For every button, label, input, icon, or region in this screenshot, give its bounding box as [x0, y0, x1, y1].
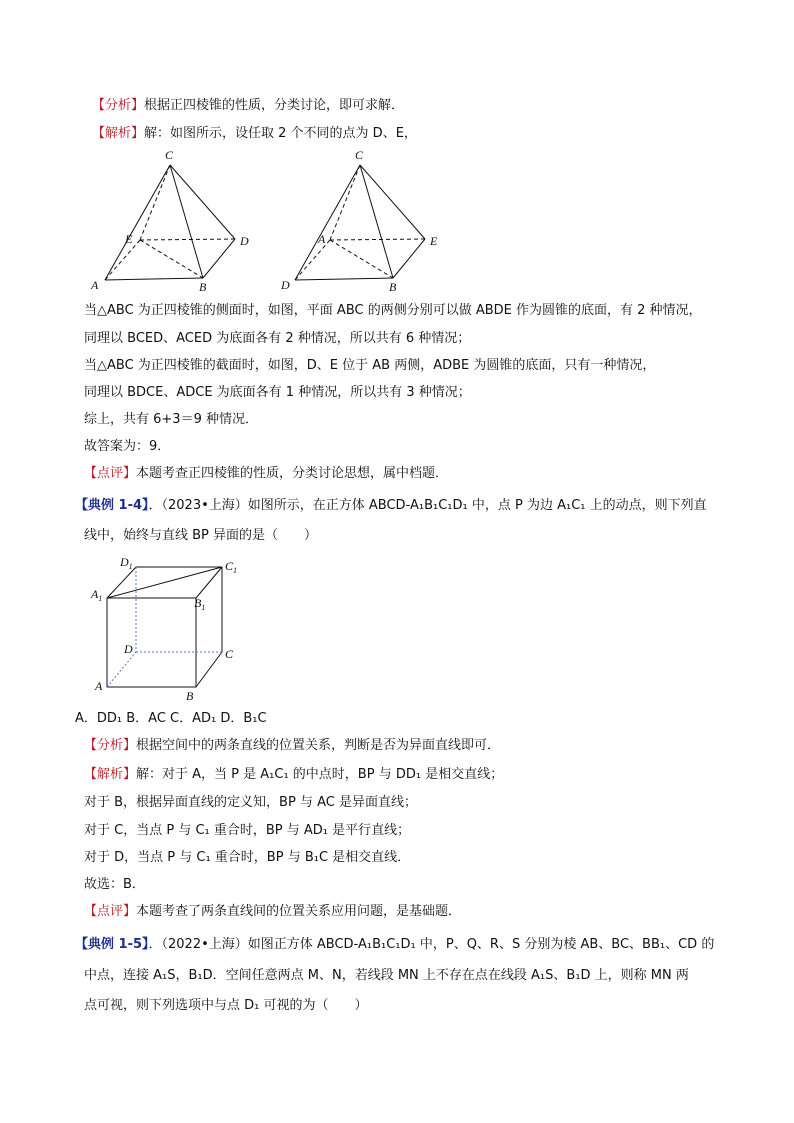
- solution-intro: 解：如图所示，设任取 2 个不同的点为 D、E，: [144, 126, 417, 141]
- analysis-tag: 【分析】: [92, 98, 145, 113]
- analysis-tag: 【分析】: [84, 738, 137, 753]
- paragraph-5: 综上，共有 6+3＝9 种情况．: [84, 412, 258, 427]
- analysis-text: 根据正四棱锥的性质，分类讨论，即可求解．: [144, 98, 405, 113]
- paragraph-2: 同理以 BCED、ACED 为底面各有 2 种情况，所以共有 6 种情况；: [84, 331, 471, 346]
- comment-text: 本题考查正四棱锥的性质，分类讨论思想，属中档题．: [136, 466, 449, 481]
- solution-step-2: 对于 B，根据异面直线的定义知，BP 与 AC 是异面直线；: [84, 795, 417, 810]
- example-1-5-q1: ．（2022•上海）如图正方体 ABCD-A₁B₁C₁D₁ 中，P、Q、R、S 分别为棱 AB、BC、BB₁、CD 的: [148, 937, 715, 952]
- label-c1: $C_1$: [225, 559, 238, 575]
- label-e: E: [125, 232, 133, 246]
- example-1-4-comment: [84, 903, 461, 921]
- label-d: D: [240, 234, 249, 248]
- example-1-4-tag: 【典例 1-4】: [75, 498, 149, 513]
- comment-tag: 【点评】: [84, 466, 137, 481]
- label-b: B: [389, 280, 397, 293]
- example-1-5-question-line-1: [75, 936, 714, 954]
- solution-tag: 【解析】: [92, 126, 145, 141]
- example-1-4-q2: 线中，始终与直线 BP 异面的是（ ）: [84, 528, 318, 543]
- label-b: B: [199, 280, 207, 293]
- example-1-4-question-line-1: [75, 497, 707, 515]
- label-d1: $D_1$: [120, 555, 133, 571]
- label-a: A: [318, 232, 326, 246]
- comment-tag: 【点评】: [84, 904, 137, 919]
- analysis-line: [92, 97, 404, 115]
- pyramid-figure-2: [275, 143, 455, 293]
- example-1-4-solution: [84, 766, 503, 784]
- label-b1: $B_1$: [194, 596, 206, 612]
- label-e: E: [430, 234, 438, 248]
- example-1-4-options: A．DD₁ B．AC C．AD₁ D．B₁C: [75, 711, 267, 726]
- solution-tag: 【解析】: [84, 767, 137, 782]
- solution-step-3: 对于 C，当点 P 与 C₁ 重合时，BP 与 AD₁ 是平行直线；: [84, 823, 411, 838]
- label-a: A: [95, 679, 103, 693]
- label-c: C: [225, 647, 234, 661]
- example-1-4-analysis: [84, 737, 500, 755]
- example-1-5-q2: 中点，连接 A₁S，B₁D．空间任意两点 M、N，若线段 MN 上不存在点在线段 A₁S、B₁D 上，则称 MN 两: [84, 968, 689, 983]
- solution-line: [92, 125, 417, 143]
- example-1-4-q1: ．（2023•上海）如图所示，在正方体 ABCD-A₁B₁C₁D₁ 中，点 P 为边 A₁C₁ 上的动点，则下列直: [148, 498, 707, 513]
- paragraph-6: 故答案为：9．: [84, 439, 171, 454]
- paragraph-3: 当△ABC 为正四棱锥的截面时，如图，D、E 位于 AB 两侧，ADBE 为圆锥的底面，只有一种情况，: [84, 358, 656, 373]
- paragraph-4: 同理以 BDCE、ADCE 为底面各有 1 种情况，所以共有 3 种情况；: [84, 385, 471, 400]
- solution-step-5: 故选：B．: [84, 877, 145, 892]
- label-a1: $A_1$: [91, 587, 103, 603]
- cube-figure: [88, 550, 248, 705]
- label-c: C: [355, 148, 364, 162]
- label-d: D: [281, 278, 290, 292]
- analysis-text: 根据空间中的两条直线的位置关系，判断是否为异面直线即可．: [136, 738, 501, 753]
- comment-line: [84, 465, 448, 483]
- label-b: B: [186, 689, 194, 703]
- solution-step-4: 对于 D，当点 P 与 C₁ 重合时，BP 与 B₁C 是相交直线．: [84, 850, 411, 865]
- comment-text: 本题考查了两条直线间的位置关系应用问题，是基础题．: [136, 904, 462, 919]
- solution-step-1: 解：对于 A，当 P 是 A₁C₁ 的中点时，BP 与 DD₁ 是相交直线；: [136, 767, 504, 782]
- example-1-5-tag: 【典例 1-5】: [75, 937, 149, 952]
- label-c: C: [165, 148, 174, 162]
- paragraph-1: 当△ABC 为正四棱锥的侧面时，如图，平面 ABC 的两侧分别可以做 ABDE 作为圆锥的底面，有 2 种情况，: [84, 303, 702, 318]
- label-a: A: [91, 278, 99, 292]
- example-1-5-q3: 点可视，则下列选项中与点 D₁ 可视的为（ ）: [84, 998, 368, 1013]
- pyramid-figure-1: [85, 143, 265, 293]
- label-d: D: [124, 642, 133, 656]
